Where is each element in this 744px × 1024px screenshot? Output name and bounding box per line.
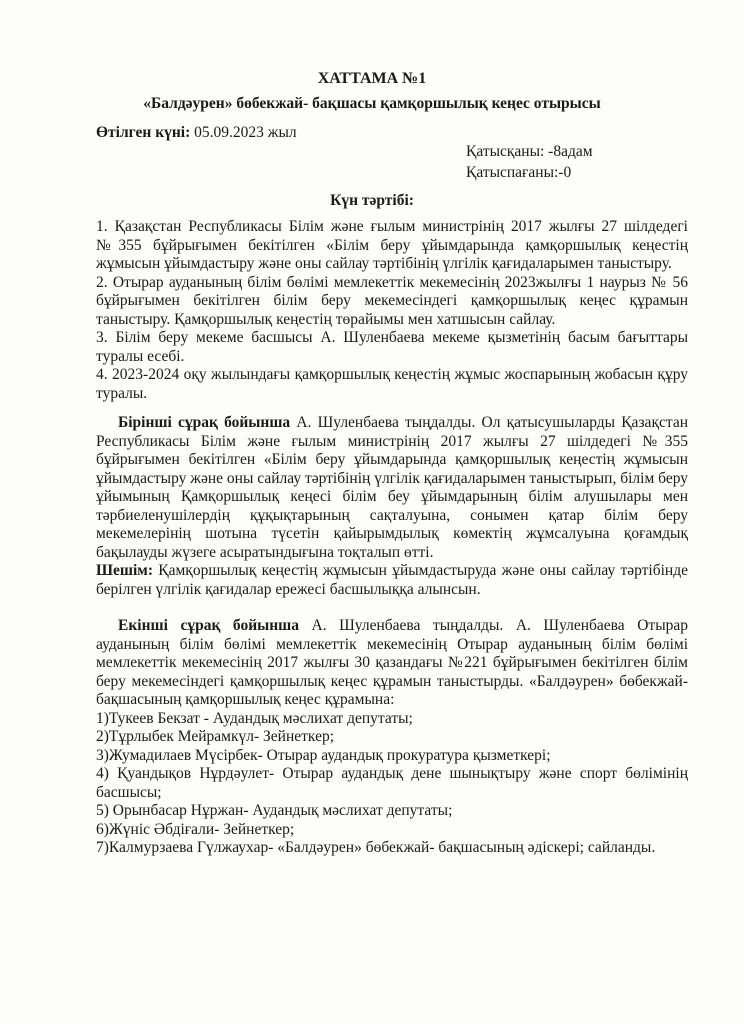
decision-text: Қамқоршылық кеңестің жұмысын ұйымдастыруда және оны сайлау тәртібінде берілген үлгілік қағидалар ережесі басшылыққа алынсын.	[96, 562, 688, 598]
question-2-paragraph	[96, 617, 688, 710]
member-item: 1)Тукеев Бекзат - Аудандық мәслихат депутаты;	[96, 709, 413, 727]
document-title: ХАТТАМА №1	[317, 70, 427, 87]
document-body	[96, 218, 688, 858]
member-item: 5) Орынбасар Нұржан- Аудандық мәслихат депутаты;	[96, 802, 453, 819]
question-1-paragraph	[96, 414, 688, 562]
agenda-item: 2. Отырар ауданының білім бөлімі мемлекеттік мекемесінің 2023жылғы 1 наурыз № 56 бұйрығымен бекітілген білім беру мекемесіндегі қамқоршылық кеңес құрамын таныстыру. Қамқоршылық кеңестің төрайымы мен хатшысын сайлау.	[96, 273, 688, 328]
member-item: 6)Жүніс Әбдіғали- Зейнеткер;	[96, 820, 295, 838]
member-item: 2)Тұрлыбек Мейрамкүл- Зейнеткер;	[96, 728, 335, 745]
attendance	[466, 141, 593, 183]
agenda-item: 4. 2023-2024 оқу жылындағы қамқоршылық кеңестің жұмыс жоспарының жобасын құру туралы.	[96, 366, 688, 402]
attendance-present: Қатысқаны: -8адам	[466, 143, 593, 160]
date-value: 05.09.2023 жыл	[190, 124, 297, 141]
member-item: 7)Калмурзаева Гүлжаухар- «Балдәурен» бөбекжай- бақшасының әдіскері; сайланды.	[96, 839, 656, 856]
question-1-text: А. Шуленбаева тыңдалды. Ол қатысушыларды Қазақстан Республикасы Білім және ғылым министрінің 2017 жылғы 27 шілдедегі №355 бұйрығымен бекітілген «Білім беру ұйымдарында қамқоршылық кеңестің жұмысын ұйымдастыру және оны сайлау тәртібінің үлгілік қағидаларымен таныстырып, білім беру ұйымының Қамқоршылық кеңесі білім беу ұйымдарының білім алушылары мен тәрбиеленушілердің құқықтарының сақталуына, сонымен қатар білім беру мекемелерінің шотына түсетін қайырымдылық көмектің жұмсалуына қоғамдық бақылауды жүзеге асыратындығына тоқталып өтті.	[96, 414, 688, 561]
member-item: 4) Қуандықов Нұрдәулет- Отырар аудандық дене шынықтыру және спорт бөлімінің басшысы;	[96, 765, 688, 801]
agenda-item: 3. Білім беру мекеме басшысы А. Шуленбаева мекеме қызметінің басым бағыттары туралы есебі.	[96, 329, 688, 365]
question-2-lead: Екінші сұрақ бойынша	[118, 617, 300, 634]
question-1-lead: Бірінші сұрақ бойынша	[118, 414, 291, 431]
document-subtitle: «Балдәурен» бөбекжай- бақшасы қамқоршылық кеңес отырысы	[143, 95, 601, 112]
decision-label: Шешім:	[96, 562, 154, 579]
agenda-item: 1. Қазақстан Республикасы Білім және ғылым министрінің 2017 жылғы 27 шілдедегі №355 бұйрығымен бекітілген «Білім беру ұйымдарында қамқоршылық кеңестің жұмысын ұйымдастыру және оны сайлау тәртібінің үлгілік қағидаларымен таныстыру.	[96, 218, 688, 272]
member-item: 3)Жумадилаев Мүсірбек- Отырар аудандық прокуратура қызметкері;	[96, 746, 551, 764]
agenda-title: Күн тәртібі:	[330, 192, 414, 209]
attendance-absent: Қатыспағаны:-0	[466, 164, 572, 181]
decision-paragraph	[96, 562, 688, 599]
question-2-text: А. Шуленбаева тыңдалды. А. Шуленбаева Отырар ауданының білім бөлімі мемлекеттік мекемесінің Отырар ауданының білім бөлімі мемлекеттік мекемесінің 2017 жылғы 30 қазандағы №221 бұйрығымен бекітілген білім беру мекемесіндегі қамқоршылық кеңес құрамын таныстырды. «Балдәурен» бөбекжай- бақшасының қамқоршылық кеңес құрамына:	[96, 617, 688, 708]
meeting-date	[96, 124, 297, 142]
date-label: Өтілген күні:	[96, 124, 191, 141]
